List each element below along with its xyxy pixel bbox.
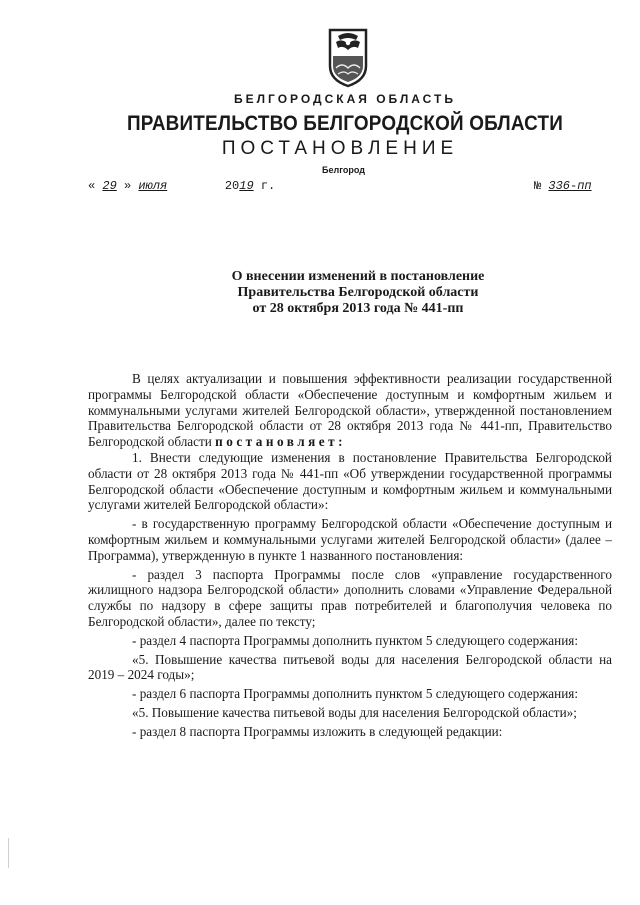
title-line-1: О внесении изменений в постановление (231, 269, 485, 284)
title-line-2: Правительства Белгородской области (237, 285, 479, 300)
region-name: БЕЛГОРОДСКАЯ ОБЛАСТЬ (234, 92, 456, 106)
paragraph-section-4-text: «5. Повышение качества питьевой воды для населения Белгородской области на 2019 – 2024 годы»; (88, 651, 612, 683)
document-number (534, 179, 592, 193)
document-date (88, 179, 275, 193)
number-value: 336-пп (548, 179, 592, 193)
city-name: Белгород (322, 165, 365, 175)
government-name: ПРАВИТЕЛЬСТВО БЕЛГОРОДСКОЙ ОБЛАСТИ (126, 112, 564, 135)
paragraph-section-4: - раздел 4 паспорта Программы дополнить пунктом 5 следующего содержания: (132, 632, 578, 648)
paragraph-program: - в государственную программу Белгородской области «Обеспечение доступным и комфортным жильем и коммунальными услугами жителей Белгородской области» (далее – Программа), утвержденную в пункте 1 названного постановления: (88, 516, 612, 563)
number-sign: № (534, 179, 542, 193)
paragraph-section-6: - раздел 6 паспорта Программы дополнить пунктом 5 следующего содержания: (132, 686, 578, 702)
date-year-suffix: 19 (239, 179, 254, 193)
paragraph-section-3: - раздел 3 паспорта Программы после слов «управление государственного жилищного надзора Белгородской области» дополнить словами «Управление Федеральной службы по надзору в сфере защиты прав потребителей и благополучия человека по Белгородской области», далее по тексту; (88, 566, 612, 629)
document-type: ПОСТАНОВЛЕНИЕ (221, 138, 459, 159)
date-year-mark: г. (260, 179, 276, 193)
preamble-text: В целях актуализации и повышения эффективности реализации государственной программы Белгородской области «Обеспечение доступным и комфортным жильем и коммунальными услугами жителей Белгородской области», утвержденной постановлением Правительства Белгородской области от 28 октября 2013 года № 441-пп, Правительство Белгородской области (88, 371, 612, 450)
resolves-word: постановляет: (215, 434, 346, 450)
close-quote: » (124, 179, 132, 193)
document-title (0, 269, 640, 317)
date-day: 29 (102, 179, 117, 193)
document-body (88, 371, 612, 740)
paragraph-preamble (88, 371, 612, 450)
paragraph-section-6-text: «5. Повышение качества питьевой воды для населения Белгородской области»; (132, 704, 577, 720)
paragraph-section-8: - раздел 8 паспорта Программы изложить в следующей редакции: (132, 723, 503, 739)
coat-of-arms-icon (324, 26, 372, 88)
title-line-3: от 28 октября 2013 года № 441-пп (252, 301, 464, 316)
date-month: июля (138, 179, 168, 193)
open-quote: « (88, 179, 96, 193)
date-year-prefix: 20 (224, 179, 240, 193)
paragraph-item-1: 1. Внести следующие изменения в постановление Правительства Белгородской области от 28 октября 2013 года № 441-пп «Об утверждении государственной программы Белгородской области «Обеспечение доступным и комфортным жильем и коммунальными услугами жителей Белгородской области»: (88, 449, 612, 513)
scan-edge-mark (8, 838, 9, 868)
